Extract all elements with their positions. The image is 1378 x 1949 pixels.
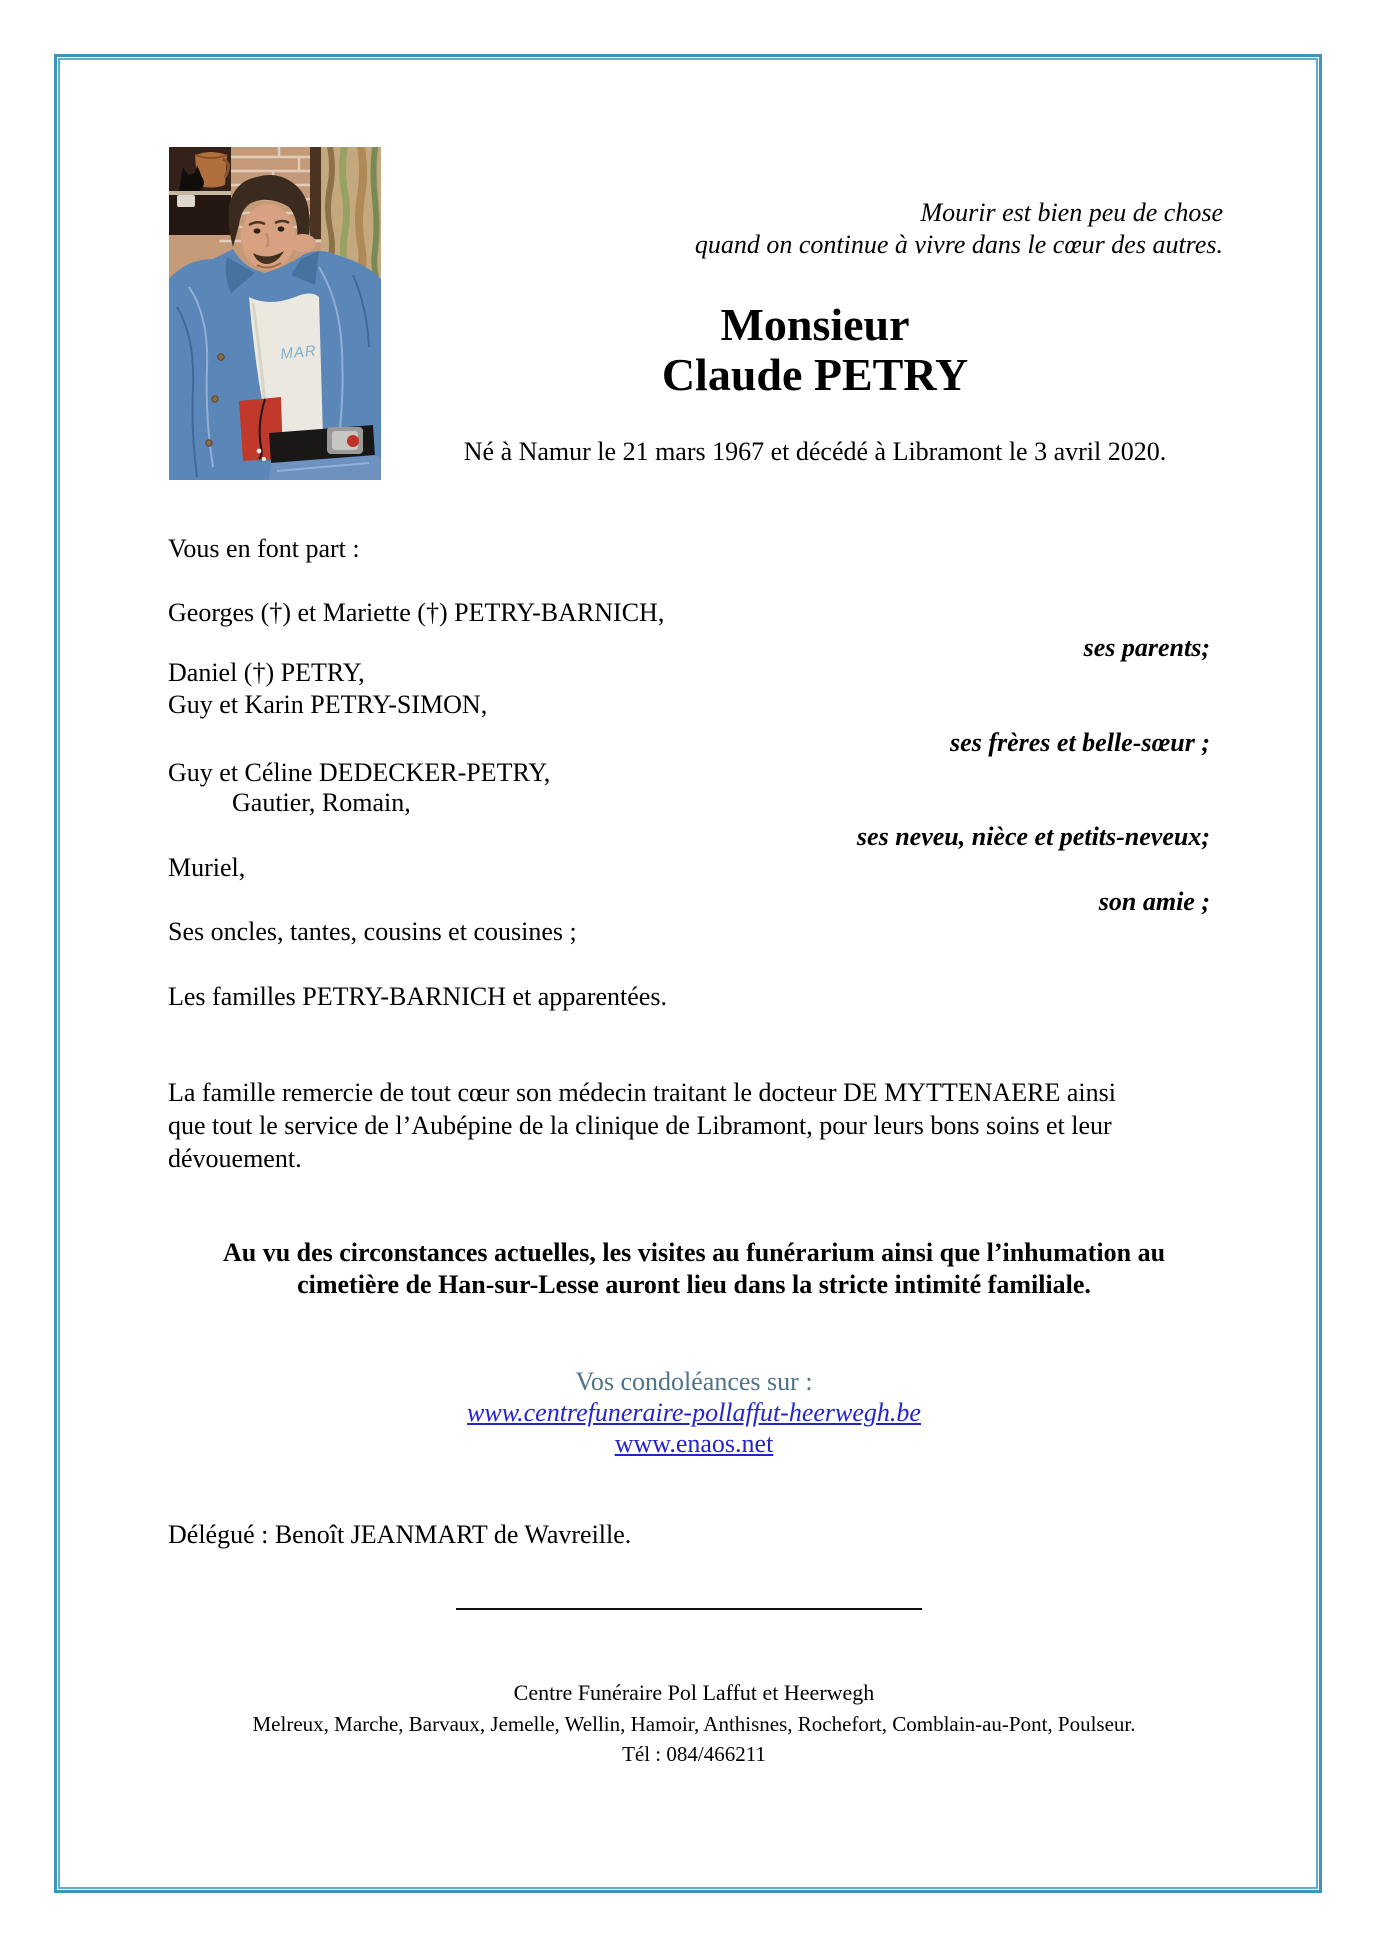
- family-brothers-role: ses frères et belle-sœur ;: [950, 728, 1210, 757]
- family-nephew-family: Guy et Céline DEDECKER-PETRY,: [168, 758, 551, 787]
- family-extended: Ses oncles, tantes, cousins et cousines ;: [168, 917, 577, 946]
- condolences-section: [168, 1366, 1220, 1459]
- deceased-salutation: Monsieur: [720, 299, 910, 350]
- thanks-line-2: que tout le service de l’Aubépine de la clinique de Libramont, pour leurs bons soins et leur: [168, 1111, 1112, 1140]
- funeral-home-phone: Tél : 084/466211: [622, 1742, 766, 1766]
- thanks-paragraph: [168, 1076, 1228, 1175]
- tshirt-print-text: MAR: [279, 342, 318, 363]
- portrait-photo: [169, 147, 381, 480]
- intimacy-notice: [168, 1237, 1220, 1301]
- thanks-line-1: La famille remercie de tout cœur son médecin traitant le docteur DE MYTTENAERE ainsi: [168, 1078, 1116, 1107]
- family-brother-2: Guy et Karin PETRY-SIMON,: [168, 690, 488, 719]
- family-intro: Vous en font part :: [168, 534, 360, 563]
- family-friend: Muriel,: [168, 853, 246, 882]
- funeral-home-name: Centre Funéraire Pol Laffut et Heerwegh: [513, 1680, 875, 1705]
- epitaph-line-2: quand on continue à vivre dans le cœur des autres.: [694, 230, 1223, 259]
- enaos-website-link[interactable]: www.enaos.net: [614, 1429, 774, 1458]
- portrait-photo-svg: [169, 147, 381, 480]
- family-parents-names: Georges (†) et Mariette (†) PETRY-BARNICH,: [168, 598, 665, 627]
- thanks-line-3: dévouement.: [168, 1144, 302, 1173]
- signature-divider: [456, 1608, 922, 1610]
- family-parents-role: ses parents;: [1083, 633, 1210, 662]
- deceased-title: [420, 300, 1210, 400]
- intimacy-notice-line-2: cimetière de Han-sur-Lesse auront lieu dans la stricte intimité familiale.: [297, 1270, 1091, 1299]
- epitaph: [695, 197, 1223, 261]
- condolences-label: Vos condoléances sur :: [575, 1367, 813, 1396]
- epitaph-line-1: Mourir est bien peu de chose: [920, 198, 1223, 227]
- family-friend-role: son amie ;: [1098, 887, 1210, 916]
- intimacy-notice-line-1: Au vu des circonstances actuelles, les visites au funérarium ainsi que l’inhumation au: [222, 1238, 1166, 1267]
- family-nephews-role: ses neveu, nièce et petits-neveux;: [856, 822, 1210, 851]
- delegate-line: Délégué : Benoît JEANMART de Wavreille.: [168, 1520, 632, 1549]
- deceased-name: Claude PETRY: [661, 349, 969, 400]
- funeral-home-locations: Melreux, Marche, Barvaux, Jemelle, Wellin, Hamoir, Anthisnes, Rochefort, Comblain-au-Pont, Poulseur.: [252, 1712, 1136, 1736]
- family-nephew-children: Gautier, Romain,: [232, 788, 411, 817]
- family-brother-1: Daniel (†) PETRY,: [168, 658, 365, 687]
- life-dates: Né à Namur le 21 mars 1967 et décédé à Libramont le 3 avril 2020.: [463, 437, 1167, 466]
- funeral-home-website-link[interactable]: www.centrefuneraire-pollaffut-heerwegh.be: [467, 1398, 921, 1427]
- family-families-line: Les familles PETRY-BARNICH et apparentées.: [168, 982, 667, 1011]
